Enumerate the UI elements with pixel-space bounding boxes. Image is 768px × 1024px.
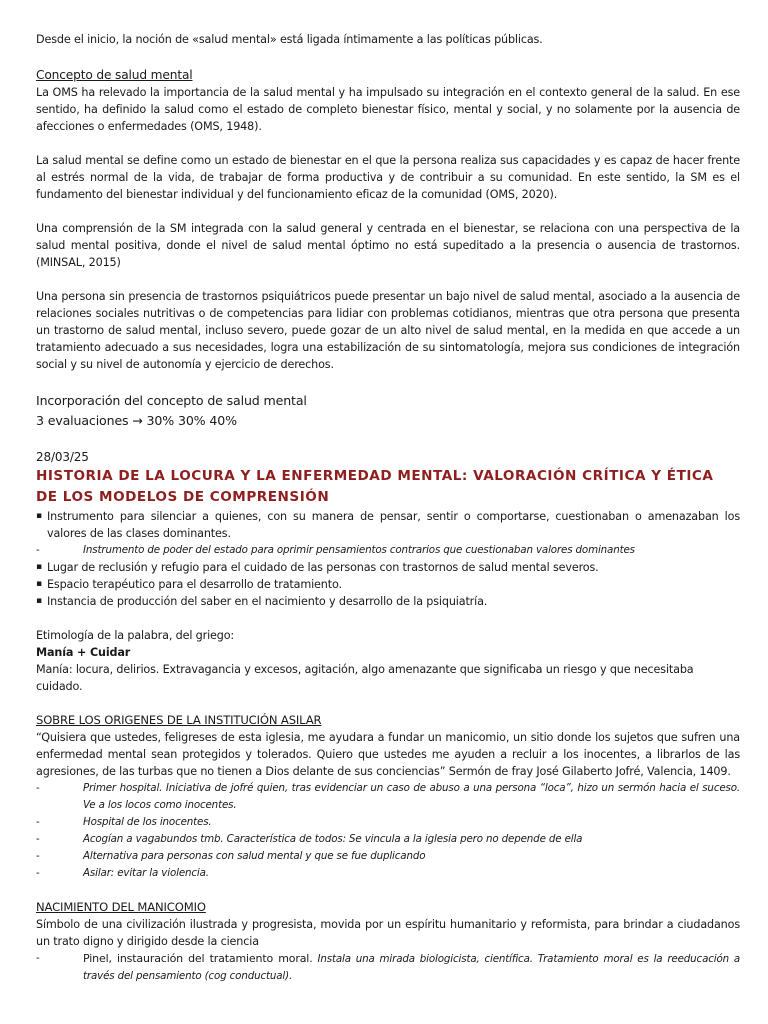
dash-marker: - [36, 782, 40, 794]
dash-marker: - [36, 952, 40, 964]
historia-dash-1: Instrumento de poder del estado para oprimir pensamientos contrarios que cuestionaban valores dominantes [83, 544, 635, 556]
dash-marker: - [36, 833, 40, 845]
list-item [36, 814, 740, 831]
date-label: 28/03/25 [36, 450, 89, 464]
concepto-paragraph-3: Una comprensión de la SM integrada con la salud general y centrada en el bienestar, se relaciona con una perspectiva de la salud mental positiva, donde el nivel de salud mental óptimo no está supeditado a la presencia o ausencia de trastornos. (MINSAL, 2015) [36, 222, 740, 269]
origenes-dash-5: Asilar: evitar la violencia. [83, 867, 209, 879]
list-item [36, 559, 740, 576]
historia-bullet-3: Espacio terapéutico para el desarrollo de tratamiento. [47, 578, 342, 591]
manicomio-paragraph: Símbolo de una civilización ilustrada y progresista, movida por un espíritu humanitario y reformista, para brindar a ciudadanos un trato digno y dirigido desde la ciencia [36, 918, 740, 948]
etimologia-line-1: Etimología de la palabra, del griego: [36, 629, 235, 642]
manicomio-dash-1-plain: Pinel, instauración del tratamiento moral. [83, 952, 313, 965]
origenes-dash-1: Primer hospital. Iniciativa de jofré quien, tras evidenciar un caso de abuso a una persona “loca”, hizo un sermón hacia el suceso. Ve a los locos como inocentes. [83, 782, 740, 811]
etimologia-line-3: Manía: locura, delirios. Extravagancia y excesos, agitación, algo amenazante que significaba un riesgo y que necesitaba cuidado. [36, 663, 694, 693]
origenes-dash-2: Hospital de los inocentes. [83, 816, 212, 828]
origenes-quote: “Quisiera que ustedes, feligreses de esta iglesia, me ayudara a fundar un manicomio, un sitio donde los sujetos que sufren una enfermedad mental sean protegidos y tolerados. Quiero que ustedes me ayuden a recluir a los inocentes, a librarlos de las agresiones, de las turbas que no tienen a Dios delante de sus conciencias” Sermón de fray José Gilaberto Jofré, Valencia, 1409. [36, 731, 740, 778]
etimologia-line-2: Manía + Cuidar [36, 646, 131, 659]
bullet-marker: ▪ [36, 511, 42, 521]
concepto-paragraph-1: La OMS ha relevado la importancia de la salud mental y ha impulsado su integración en el contexto general de la salud. En ese sentido, ha definido la salud como el estado de completo bienestar físico, mental y social, y no solamente por la ausencia de afecciones o enfermedades (OMS, 1948). [36, 86, 740, 133]
concepto-paragraph-4: Una persona sin presencia de trastornos psiquiátricos puede presentar un bajo nivel de salud mental, asociado a la ausencia de relaciones sociales nutritivas o de competencias para lidiar con problemas cotidianos, mientras que otra persona que presenta un trastorno de salud mental, incluso severo, puede gozar de un alto nivel de salud mental, en la medida en que accede a un tratamiento adecuado a sus necesidades, logra una estabilización de su sintomatología, mejora sus condiciones de integración social y su nivel de autonomía y ejercicio de derechos. [36, 290, 740, 371]
concepto-paragraph-2: La salud mental se define como un estado de bienestar en el que la persona realiza sus capacidades y es capaz de hacer frente al estrés normal de la vida, de trabajar de forma productiva y de contribuir a su comunidad. En este sentido, la SM es el fundamento del bienestar individual y del funcionamiento eficaz de la comunidad (OMS, 2020). [36, 154, 740, 201]
list-item [36, 542, 740, 559]
historia-bullet-4: Instancia de producción del saber en el nacimiento y desarrollo de la psiquiatría. [47, 595, 488, 608]
incorporacion-heading: Incorporación del concepto de salud mental [36, 393, 307, 408]
origenes-dash-3: Acogían a vagabundos tmb. Característica de todos: Se vincula a la iglesia pero no depende de ella [83, 833, 583, 845]
intro-text: Desde el inicio, la noción de «salud mental» está ligada íntimamente a las políticas públicas. [36, 33, 543, 46]
dash-marker: - [36, 867, 40, 879]
historia-bullet-2: Lugar de reclusión y refugio para el cuidado de las personas con trastornos de salud mental severos. [47, 561, 599, 574]
list-item [36, 848, 740, 865]
historia-bullet-1: Instrumento para silenciar a quienes, con su manera de pensar, sentir o comportarse, cuestionaban o amenazaban los valores de las clases dominantes. [47, 510, 740, 540]
bullet-marker: ▪ [36, 562, 42, 572]
origenes-dash-4: Alternativa para personas con salud mental y que se fue duplicando [83, 850, 426, 862]
historia-heading: HISTORIA DE LA LOCURA Y LA ENFERMEDAD MENTAL: VALORACIÓN CRÍTICA Y ÉTICA DE LOS MODELOS DE COMPRENSIÓN [36, 468, 714, 505]
dash-marker: - [36, 544, 40, 556]
origenes-heading: SOBRE LOS ORIGENES DE LA INSTITUCIÓN ASILAR [36, 713, 322, 727]
list-item [36, 780, 740, 814]
evaluaciones-line: 3 evaluaciones → 30% 30% 40% [36, 413, 237, 428]
dash-marker: - [36, 816, 40, 828]
concepto-heading: Concepto de salud mental [36, 68, 193, 82]
list-item [36, 950, 740, 985]
manicomio-dash-1-italic: Instala una mirada biologicista, científica. Tratamiento moral es la reeducación a través del pensamiento (cog conductual). [83, 953, 741, 982]
bullet-marker: ▪ [36, 596, 42, 606]
manicomio-dash-1 [83, 950, 740, 985]
list-item [36, 593, 740, 610]
document-page [36, 31, 740, 985]
list-item [36, 508, 740, 542]
manicomio-heading: NACIMIENTO DEL MANICOMIO [36, 900, 206, 914]
bullet-marker: ▪ [36, 579, 42, 589]
list-item [36, 576, 740, 593]
list-item [36, 831, 740, 848]
dash-marker: - [36, 850, 40, 862]
list-item [36, 865, 740, 882]
